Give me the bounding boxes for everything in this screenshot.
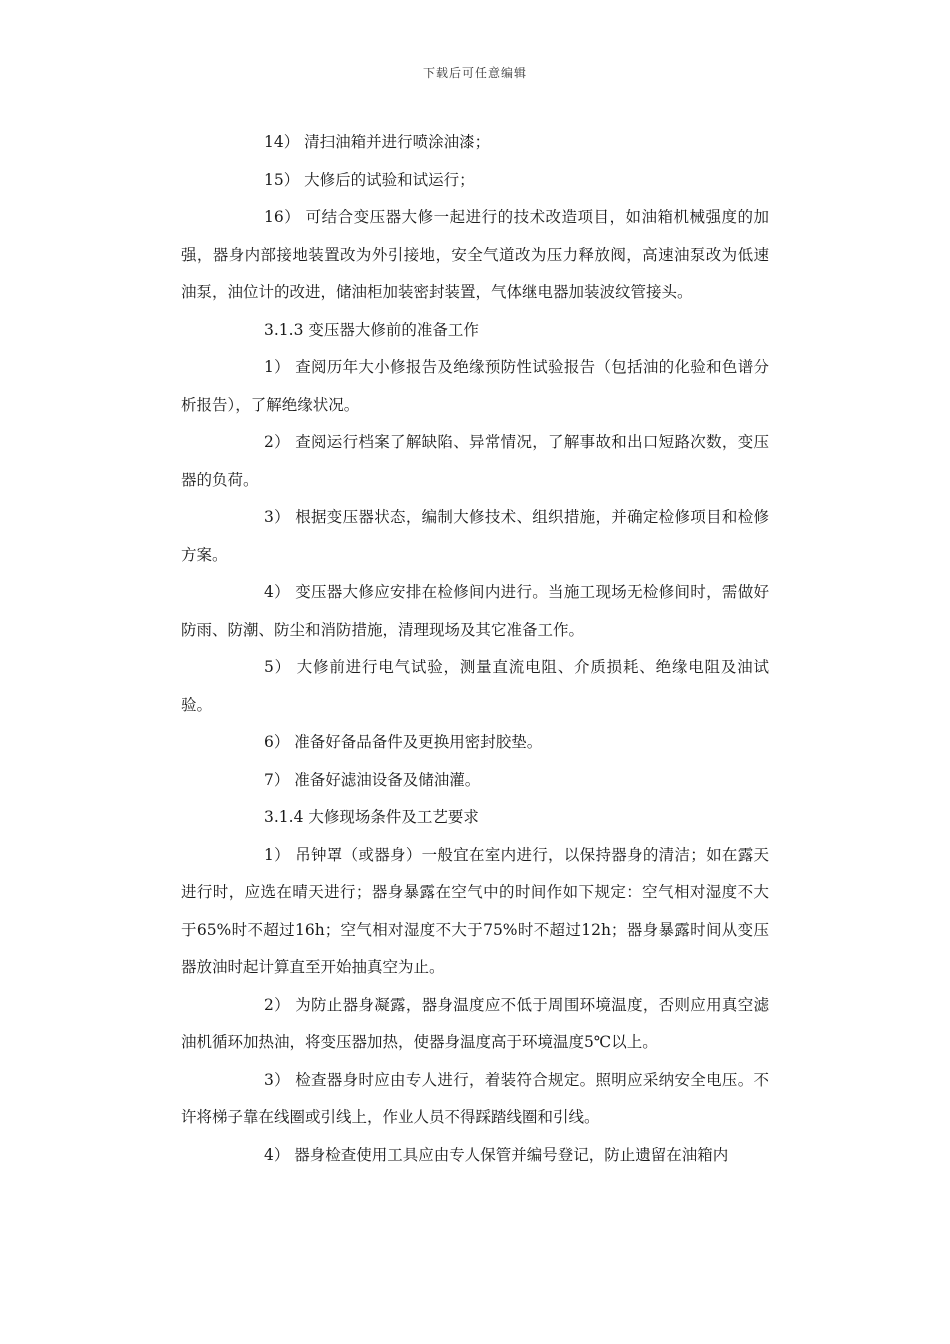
- paragraph-item-15: 15） 大修后的试验和试运行；: [264, 170, 475, 189]
- paragraph-item-3: 3） 根据变压器状态，编制大修技术、组织措施，并确定检修项目和检修方案。: [181, 508, 769, 564]
- paragraph-item-5: 5） 大修前进行电气试验，测量直流电阻、介质损耗、绝缘电阻及油试验。: [181, 658, 769, 714]
- page-header: 下载后可任意编辑: [422, 66, 527, 80]
- paragraph-item-3: 3） 检查器身时应由专人进行，着装符合规定。照明应采纳安全电压。不许将梯子靠在线圈或引线上，作业人员不得踩踏线圈和引线。: [181, 1070, 769, 1126]
- section-heading-3-1-3: 3.1.3 变压器大修前的准备工作: [264, 320, 479, 339]
- paragraph-item-1: 1） 查阅历年大小修报告及绝缘预防性试验报告（包括油的化验和色谱分析报告），了解绝缘状况。: [181, 358, 769, 414]
- paragraph-item-4: 4） 器身检查使用工具应由专人保管并编号登记，防止遗留在油箱内: [264, 1145, 729, 1164]
- paragraph-item-7: 7） 准备好滤油设备及储油灌。: [264, 770, 481, 789]
- paragraph-item-16: 16） 可结合变压器大修一起进行的技术改造项目，如油箱机械强度的加强，器身内部接地装置改为外引接地，安全气道改为压力释放阀，高速油泵改为低速油泵，油位计的改进，储油柜加装密封装置，气体继电器加装波纹管接头。: [181, 208, 769, 301]
- section-heading-3-1-4: 3.1.4 大修现场条件及工艺要求: [264, 808, 479, 826]
- paragraph-item-6: 6） 准备好备品备件及更换用密封胶垫。: [264, 733, 543, 751]
- paragraph-item-2: 2） 为防止器身凝露，器身温度应不低于周围环境温度，否则应用真空滤油机循环加热油，将变压器加热，使器身温度高于环境温度5℃以上。: [181, 995, 769, 1051]
- paragraph-item-4: 4） 变压器大修应安排在检修间内进行。当施工现场无检修间时，需做好防雨、防潮、防尘和消防措施，清理现场及其它准备工作。: [181, 583, 769, 639]
- paragraph-item-14: 14） 清扫油箱并进行喷涂油漆；: [264, 133, 491, 151]
- document-body: [181, 124, 769, 1174]
- paragraph-item-2: 2） 查阅运行档案了解缺陷、异常情况，了解事故和出口短路次数，变压器的负荷。: [181, 433, 769, 489]
- paragraph-item-1: 1） 吊钟罩（或器身）一般宜在室内进行，以保持器身的清洁；如在露天进行时，应选在晴天进行；器身暴露在空气中的时间作如下规定：空气相对湿度不大于65%时不超过16h；空气相对湿度不大于75%时不超过12h；器身暴露时间从变压器放油时起计算直至开始抽真空为止。: [181, 845, 769, 976]
